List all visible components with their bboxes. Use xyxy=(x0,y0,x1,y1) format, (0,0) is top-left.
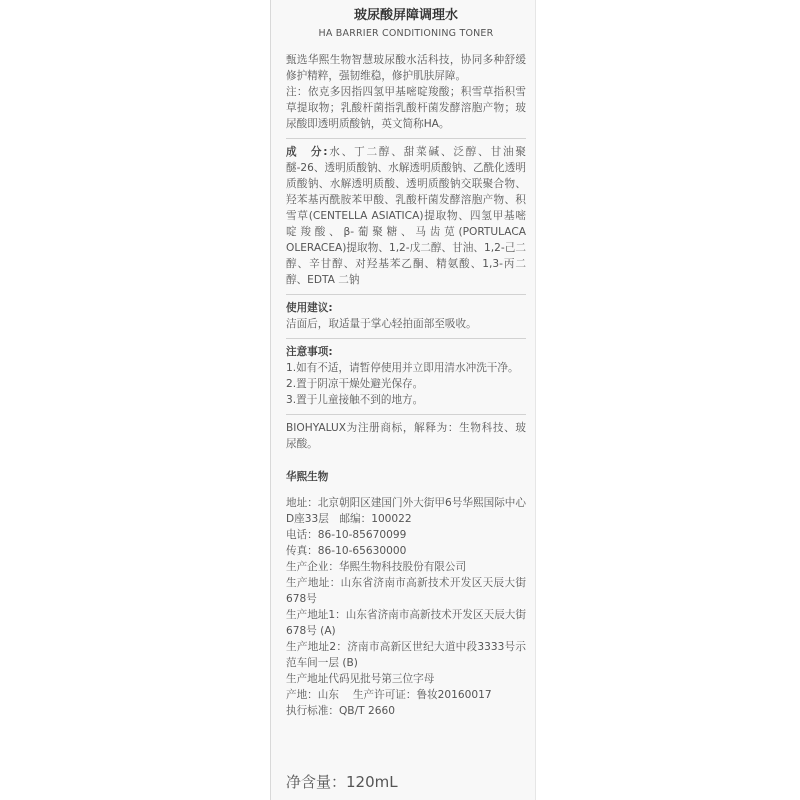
origin-license: 产地：山东 生产许可证：鲁妆20160017 xyxy=(286,689,492,702)
note-text: 注：依克多因指四氢甲基嘧啶羧酸；积雪草指积雪草提取物；乳酸杆菌指乳酸杆菌发酵溶胞产物；玻尿酸即透明质酸钠，英文简称HA。 xyxy=(286,86,526,130)
ingredients-label: 成 分: xyxy=(286,146,328,158)
company-fax: 传真：86-10-65630000 xyxy=(286,545,407,558)
label-content xyxy=(286,4,526,719)
caution-item: 3.置于儿童接触不到的地方。 xyxy=(286,394,424,406)
divider xyxy=(286,138,526,139)
net-volume: 净含量：120mL xyxy=(286,773,398,791)
caution-item: 2.置于阴凉干燥处避光保存。 xyxy=(286,378,424,390)
production-site-2: 生产地址2：济南市高新区世纪大道中段3333号示范车间一层 (B) xyxy=(286,641,526,670)
product-name-zh: 玻尿酸屏障调理水 xyxy=(353,8,458,23)
production-site-1: 生产地址1：山东省济南市高新技术开发区天辰大街678号 (A) xyxy=(286,609,526,638)
trademark-text: BIOHYALUX为注册商标，解释为：生物科技、玻尿酸。 xyxy=(286,422,526,450)
intro-text: 甄选华熙生物智慧玻尿酸水活科技，协同多种舒缓修护精粹，强韧维稳，修护肌肤屏障。 xyxy=(286,54,526,82)
production-address: 生产地址：山东省济南市高新技术开发区天辰大街678号 xyxy=(286,577,526,606)
company-phone: 电话：86-10-85670099 xyxy=(286,529,407,542)
caution-label: 注意事项: xyxy=(286,346,333,358)
manufacturer: 生产企业：华熙生物科技股份有限公司 xyxy=(286,561,467,574)
divider xyxy=(286,294,526,295)
ingredients-text: 水、丁二醇、甜菜碱、泛醇、甘油聚醚-26、透明质酸钠、水解透明质酸钠、乙酰化透明质酸钠、水解透明质酸、透明质酸钠交联聚合物、羟苯基丙酰胺苯甲酸、乳酸杆菌发酵溶胞产物、积雪草(CENTELLA ASIATICA)提取物、四氢甲基嘧啶羧酸、β-葡聚糖、马齿苋(PORTULACA OLERACEA)提取物、1,2-戊二醇、甘油、1,2-己二醇、辛甘醇、对羟基苯乙酮、精氨酸、1,3-丙二醇、EDTA 二钠 xyxy=(286,146,526,286)
ingredients-block xyxy=(286,144,526,288)
usage-label: 使用建议: xyxy=(286,302,333,314)
divider xyxy=(286,338,526,339)
divider xyxy=(286,414,526,415)
caution-item: 1.如有不适，请暂停使用并立即用清水冲洗干净。 xyxy=(286,362,519,374)
product-name-en: HA BARRIER CONDITIONING TONER xyxy=(318,28,494,39)
company-address: 地址：北京朝阳区建国门外大街甲6号华熙国际中心D座33层 邮编：100022 xyxy=(286,497,526,526)
standard: 执行标准：QB/T 2660 xyxy=(286,705,395,718)
site-code-note: 生产地址代码见批号第三位字母 xyxy=(286,673,435,686)
usage-text: 洁面后，取适量于掌心轻拍面部至吸收。 xyxy=(286,318,477,330)
company-brand: 华熙生物 xyxy=(286,470,329,483)
